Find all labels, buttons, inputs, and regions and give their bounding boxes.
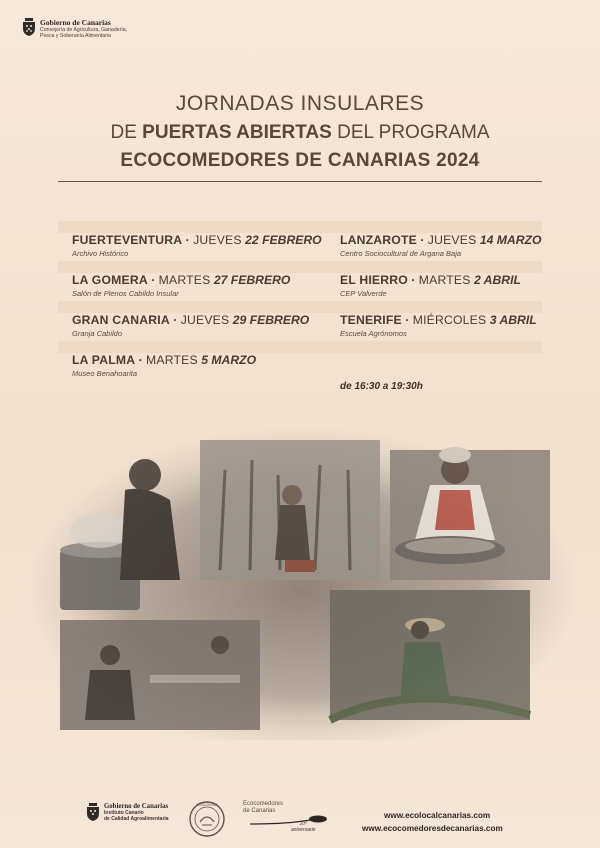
separator: · xyxy=(420,233,425,247)
separator: · xyxy=(151,273,156,287)
coat-of-arms-icon xyxy=(86,803,100,821)
weekday: MARTES xyxy=(158,273,211,287)
schedule-band xyxy=(58,341,542,353)
title-divider xyxy=(58,181,542,182)
anniversary-number: 10º xyxy=(299,821,307,827)
gov-dept-line-2: Pesca y Soberanía Alimentaria xyxy=(40,33,111,39)
url-ecolocal[interactable]: www.ecolocalcanarias.com xyxy=(384,811,491,820)
gobierno-canarias-logo[interactable] xyxy=(22,18,127,39)
island-name: LANZAROTE xyxy=(340,233,417,247)
date: 2 ABRIL xyxy=(473,273,521,287)
eco-brand-line-1: Ecocomedores xyxy=(243,801,284,807)
eco-brand-line-2: de Canarias xyxy=(243,808,276,814)
ecocomedores-logo[interactable] xyxy=(243,801,333,833)
weekday: MARTES xyxy=(146,353,198,367)
venue: Museo Benahoarita xyxy=(72,369,138,378)
schedule-entry-gran-canaria xyxy=(72,313,309,338)
weekday: JUEVES xyxy=(427,233,477,247)
event-time: de 16:30 a 19:30h xyxy=(340,381,423,392)
date: 3 ABRIL xyxy=(489,313,537,327)
island-name: TENERIFE xyxy=(340,313,402,327)
island-name: EL HIERRO xyxy=(340,273,408,287)
venue: Archivo Histórico xyxy=(72,249,129,258)
schedule-entry-tenerife xyxy=(340,313,537,338)
orchard-photo xyxy=(200,440,380,580)
date: 22 FEBRERO xyxy=(245,233,322,247)
title-line-2-pre: DE xyxy=(110,122,137,143)
gov-dept-line-1: Consejería de Agricultura, Ganadería, xyxy=(40,27,128,33)
organic-seal-icon xyxy=(188,800,226,838)
separator: · xyxy=(138,353,143,367)
footer-institute-line-1: Instituto Canario xyxy=(104,810,144,816)
schedule-entry-fuerteventura xyxy=(72,233,322,258)
separator: · xyxy=(411,273,416,287)
weekday: JUEVES xyxy=(193,233,242,247)
photo-collage xyxy=(30,430,575,740)
island-name: FUERTEVENTURA xyxy=(72,233,183,247)
coat-of-arms-icon xyxy=(22,18,36,36)
title-line-2-bold: PUERTAS ABIERTAS xyxy=(142,122,332,143)
venue: Salón de Plenos Cabildo Insular xyxy=(72,289,179,298)
island-name: LA GOMERA xyxy=(72,273,148,287)
weekday: JUEVES xyxy=(180,313,230,327)
gov-name: Gobierno de Canarias xyxy=(40,18,111,27)
kitchen-photo-right xyxy=(390,447,550,580)
dining-photo xyxy=(60,620,260,730)
schedule-band xyxy=(58,301,542,313)
poster-title xyxy=(0,92,600,172)
date: 29 FEBRERO xyxy=(232,313,310,327)
venue: Centro Sociocultural de Argana Baja xyxy=(340,249,462,258)
schedule-band xyxy=(58,221,542,233)
island-name: LA PALMA xyxy=(72,353,136,367)
footer-urls xyxy=(362,811,503,837)
footer-institute-line-2: de Calidad Agroalimentaria xyxy=(104,816,169,822)
title-line-3: ECOCOMEDORES DE CANARIAS 2024 xyxy=(120,150,480,171)
schedule-entry-lanzarote xyxy=(340,233,541,258)
schedule-entry-la-palma xyxy=(72,353,256,378)
seal-text: ECOLÓGICA xyxy=(196,803,218,807)
anniversary-label: aniversario xyxy=(291,826,316,833)
title-line-2-post: DEL PROGRAMA xyxy=(337,122,490,143)
spoon-icon xyxy=(248,815,328,827)
island-name: GRAN CANARIA xyxy=(72,313,170,327)
venue: Granja Cabildo xyxy=(72,329,123,338)
anniversary-badge xyxy=(291,822,315,833)
title-line-1: JORNADAS INSULARES xyxy=(175,92,425,115)
date: 27 FEBRERO xyxy=(213,273,291,287)
url-ecocomedores[interactable]: www.ecocomedoresdecanarias.com xyxy=(362,824,503,833)
weekday: MIÉRCOLES xyxy=(412,313,487,327)
venue: Escuela Agrónomos xyxy=(340,329,407,338)
title-line-2 xyxy=(0,122,600,144)
footer-gov-name: Gobierno de Canarias xyxy=(104,803,169,810)
footer-gov-logo[interactable] xyxy=(86,803,169,822)
separator: · xyxy=(185,233,190,247)
separator: · xyxy=(173,313,178,327)
garden-photo xyxy=(330,590,530,720)
schedule-band xyxy=(58,261,542,273)
date: 14 MARZO xyxy=(479,233,542,247)
weekday: MARTES xyxy=(418,273,471,287)
date: 5 MARZO xyxy=(201,353,257,367)
venue: CEP Valverde xyxy=(340,289,387,298)
schedule-entry-la-gomera xyxy=(72,273,290,298)
schedule-entry-el-hierro xyxy=(340,273,521,298)
separator: · xyxy=(405,313,410,327)
